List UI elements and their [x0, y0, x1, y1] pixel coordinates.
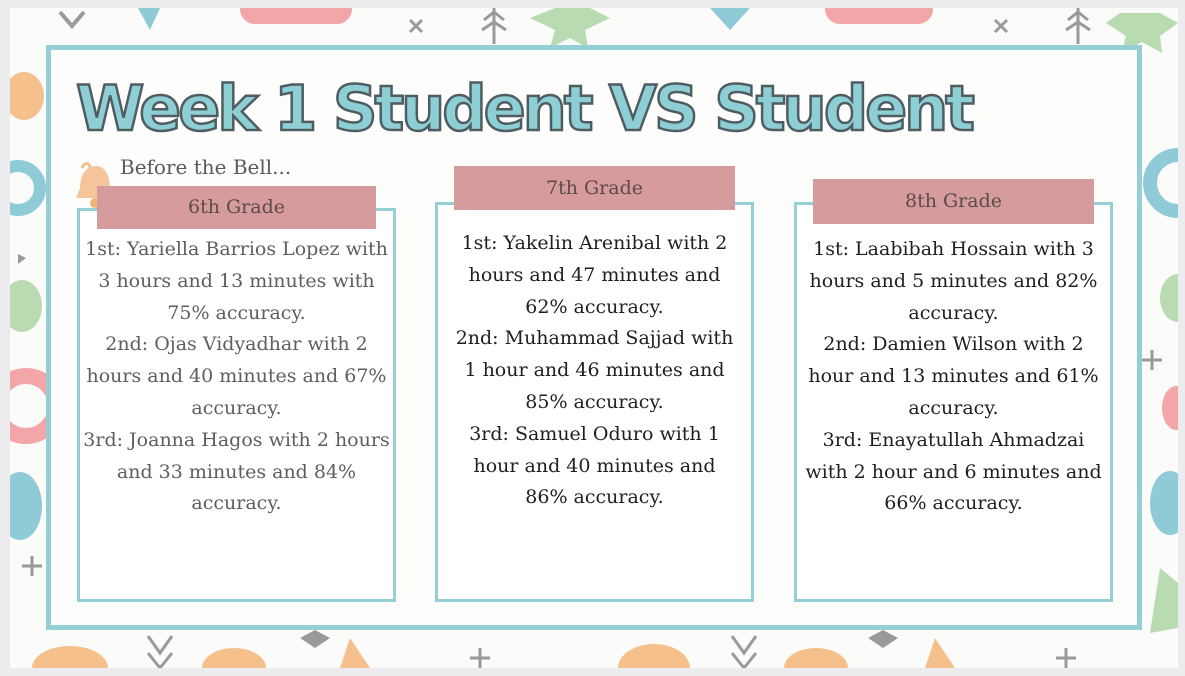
cross-decoration — [995, 20, 1007, 32]
slide — [10, 8, 1178, 668]
star-decoration — [1150, 568, 1178, 633]
heart-decoration — [32, 646, 108, 668]
grade-7-first-place: 1st: Yakelin Arenibal with 2 hours and 47 minutes and 62% accuracy. — [461, 232, 728, 318]
grade-6-results — [82, 234, 391, 520]
chevron-decoration — [60, 12, 84, 26]
diamond-decoration — [300, 630, 330, 648]
chevron-decoration — [732, 636, 756, 668]
heart-decoration — [10, 72, 44, 120]
heart-decoration — [1150, 471, 1178, 535]
grade-8-second-place: 2nd: Damien Wilson with 2 hour and 13 minutes and 61% accuracy. — [808, 333, 1099, 419]
grade-6-third-place: 3rd: Joanna Hagos with 2 hours and 33 minutes and 84% accuracy. — [83, 428, 390, 515]
heart-decoration — [1160, 274, 1178, 322]
triangle-decoration — [18, 254, 26, 264]
subtitle: Before the Bell... — [120, 155, 292, 179]
pill-decoration — [240, 8, 352, 24]
plus-decoration — [1142, 350, 1162, 370]
tree-decoration — [1066, 8, 1090, 44]
tree-decoration — [482, 8, 506, 44]
grade-6-header: 6th Grade — [97, 186, 376, 229]
star-decoration — [710, 8, 750, 30]
ring-decoration — [10, 166, 40, 210]
plus-decoration — [22, 556, 42, 576]
grade-8-results — [805, 234, 1102, 520]
heart-decoration — [202, 648, 266, 668]
page-title: Week 1 Student VS Student — [76, 72, 972, 145]
grade-8-first-place: 1st: Laabibah Hossain with 3 hours and 5 minutes and 82% accuracy. — [809, 238, 1098, 324]
grade-6-first-place: 1st: Yariella Barrios Lopez with 3 hours and 13 minutes with 75% accuracy. — [85, 238, 388, 324]
star-decoration — [138, 8, 160, 30]
grade-7-results — [450, 228, 739, 514]
plus-decoration — [470, 648, 490, 668]
pill-decoration — [825, 8, 933, 24]
heart-decoration — [618, 644, 690, 668]
grade-7-third-place: 3rd: Samuel Oduro with 1 hour and 40 minutes and 86% accuracy. — [469, 422, 720, 509]
diamond-decoration — [868, 630, 898, 648]
star-decoration — [925, 638, 955, 668]
heart-decoration — [10, 472, 42, 540]
chevron-decoration — [148, 636, 172, 668]
grade-8-third-place: 3rd: Enayatullah Ahmadzai with 2 hour and 6 minutes and 66% accuracy. — [805, 428, 1102, 515]
star-decoration — [340, 638, 370, 668]
grade-8-header: 8th Grade — [813, 179, 1094, 224]
ring-decoration — [1150, 155, 1178, 211]
heart-decoration — [1162, 386, 1178, 430]
grade-7-header: 7th Grade — [454, 166, 735, 210]
plus-decoration — [1056, 648, 1076, 668]
cross-decoration — [410, 20, 422, 32]
heart-decoration — [784, 648, 848, 668]
grade-6-second-place: 2nd: Ojas Vidyadhar with 2 hours and 40 minutes and 67% accuracy. — [86, 333, 387, 419]
grade-7-second-place: 2nd: Muhammad Sajjad with 1 hour and 46 minutes and 85% accuracy. — [455, 327, 734, 413]
star-decoration — [530, 8, 610, 48]
heart-decoration — [10, 280, 42, 332]
